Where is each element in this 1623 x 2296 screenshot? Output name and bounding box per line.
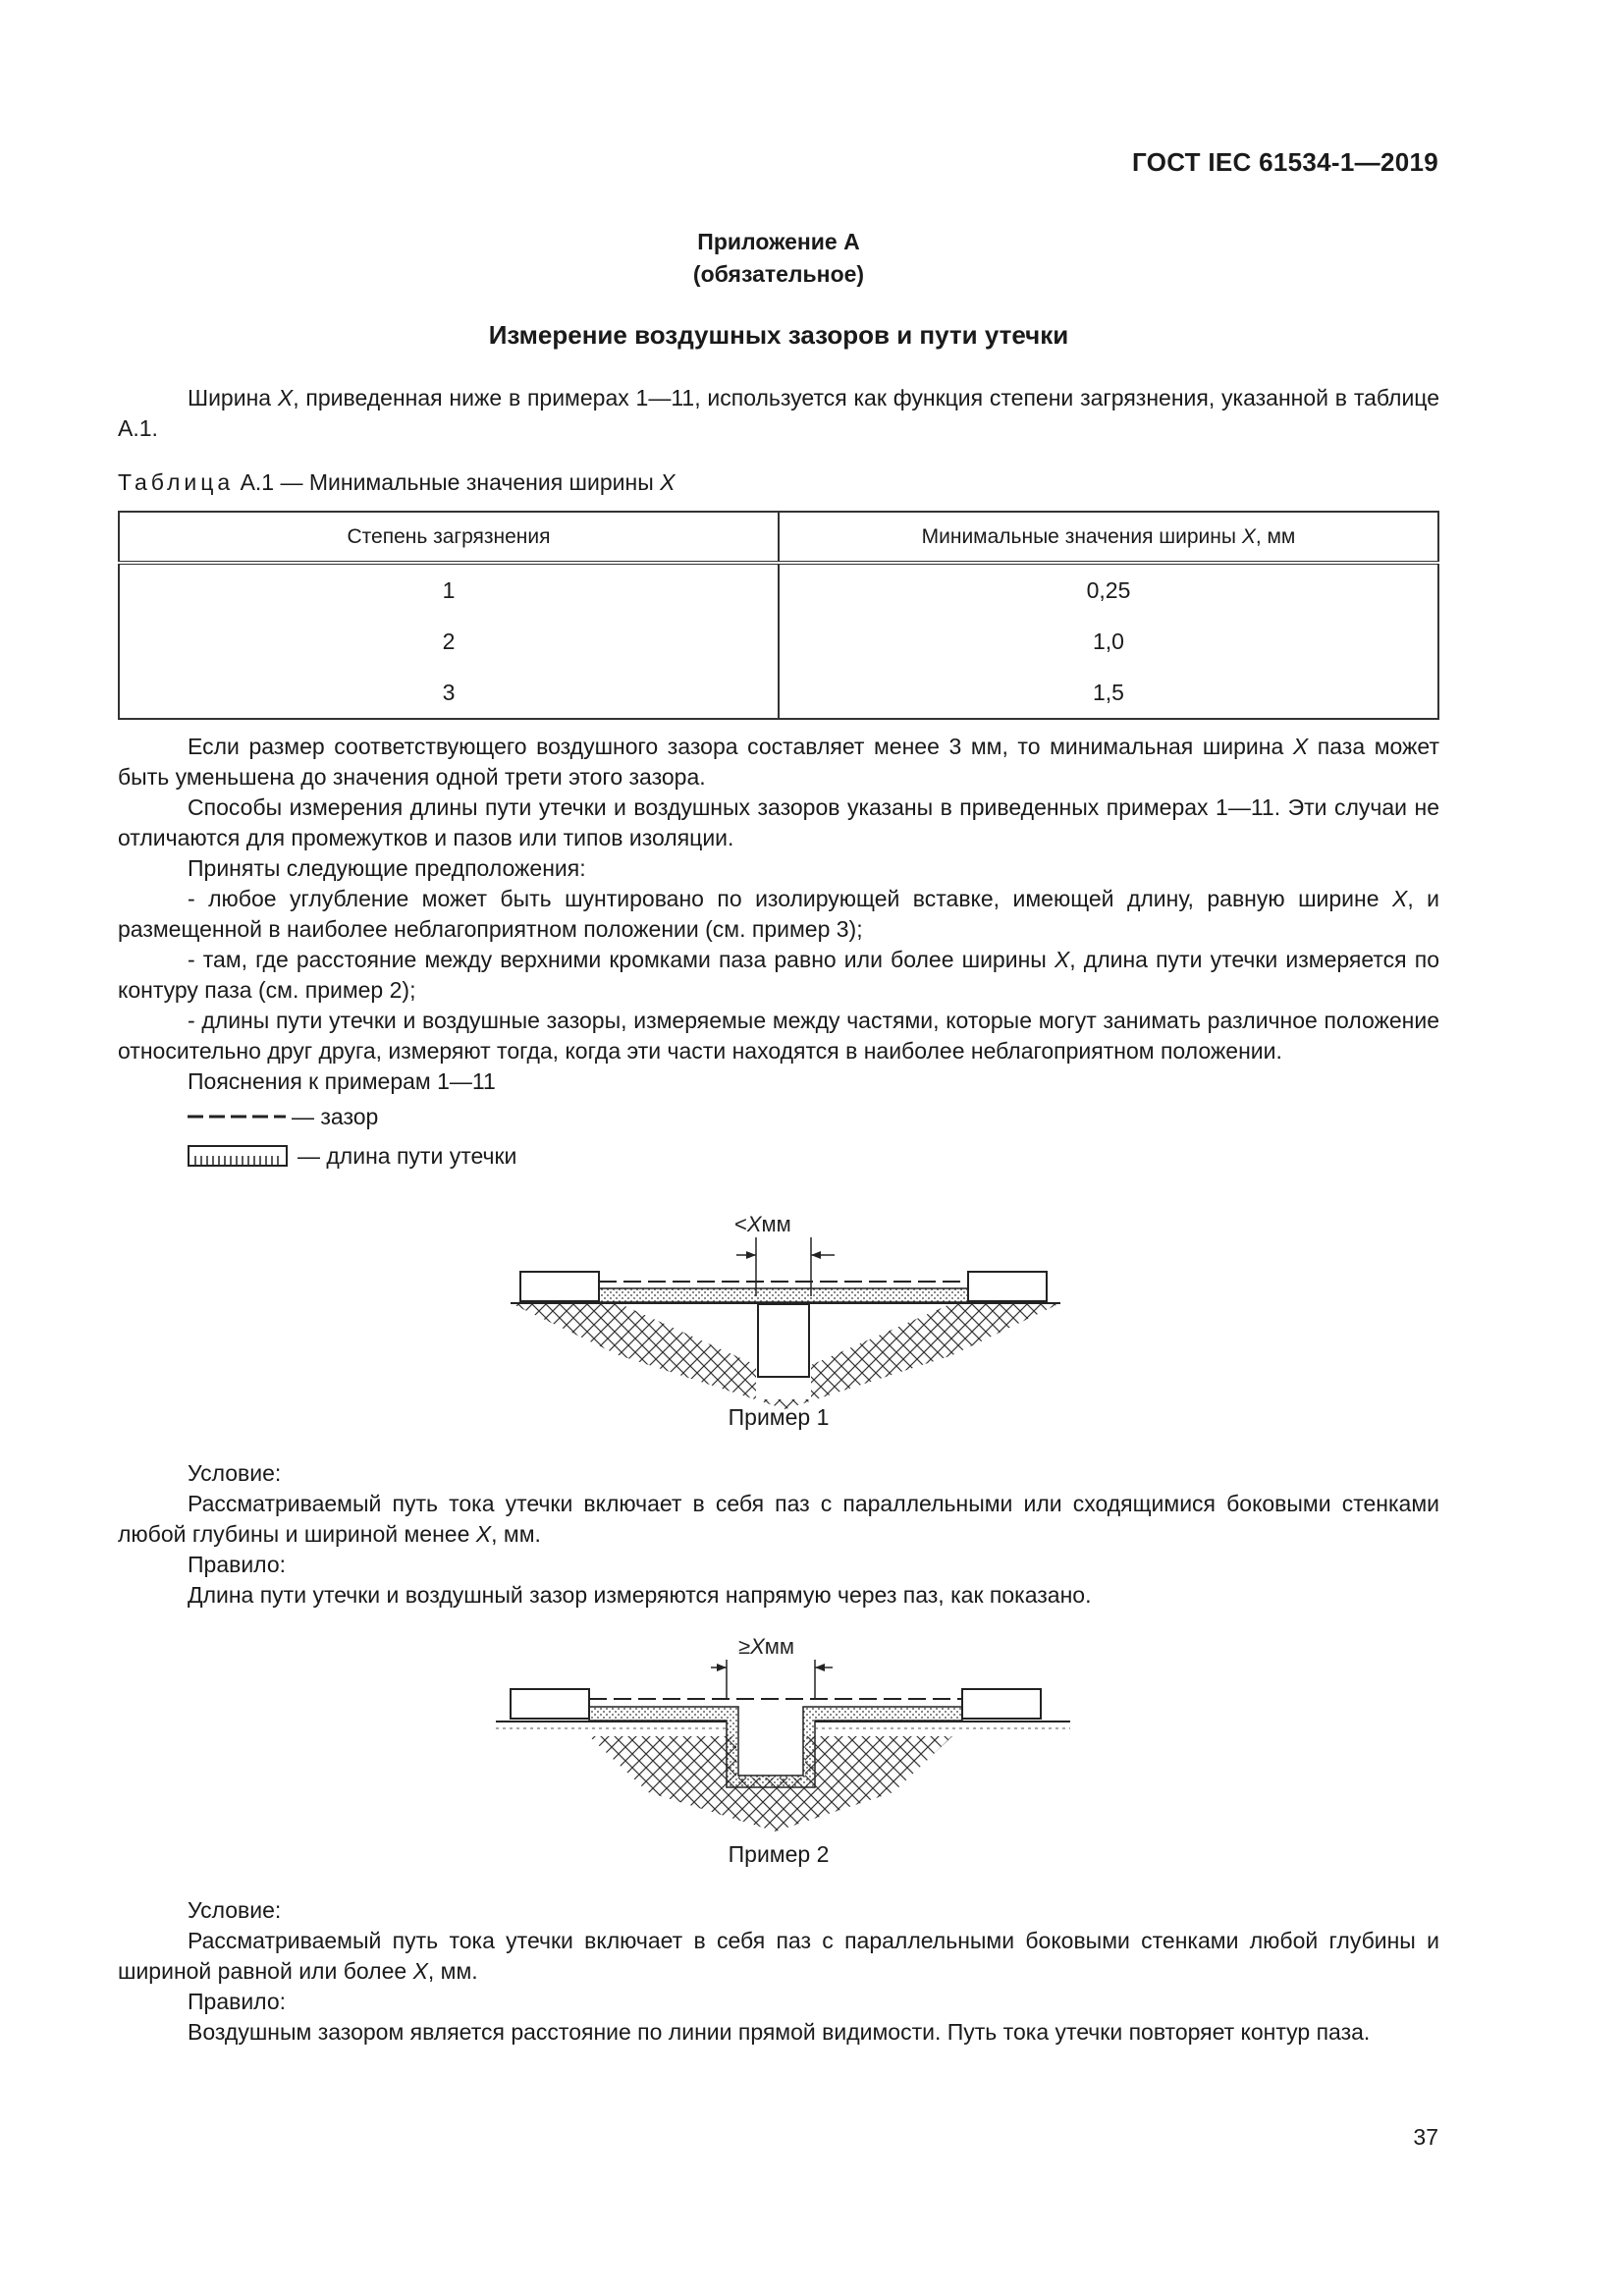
example1-caption: Пример 1 bbox=[728, 1404, 830, 1430]
document-code: ГОСТ IEC 61534-1—2019 bbox=[1132, 147, 1438, 177]
svg-text:<Xмм: <Xмм bbox=[734, 1212, 791, 1236]
page-number: 37 bbox=[1413, 2124, 1438, 2150]
intro-paragraph: Ширина X, приведенная ниже в примерах 1—11, используется как функция степени загрязнения, указанной в таблице А.1. bbox=[118, 385, 1440, 441]
example2-diagram bbox=[481, 1630, 1090, 1836]
annex-heading bbox=[118, 226, 1439, 291]
example2-text: Условие: Рассматриваемый путь тока утечки включает в себя паз с параллельными боковыми стенками любой глубины и шириной равной или более X, мм. Правило: Воздушным зазором является расстояние по линии прямой видимости. Путь тока утечки повторяет контур паза. bbox=[118, 1897, 1439, 2045]
legend-creepage: — длина пути утечки bbox=[118, 1136, 1439, 1175]
example2-caption: Пример 2 bbox=[728, 1841, 830, 1867]
legend-title: Пояснения к примерам 1—11 bbox=[188, 1068, 496, 1094]
body-text: Если размер соответствующего воздушного зазора составляет менее 3 мм, то минимальная ширина X паза может быть уменьшена до значения одной трети этого зазора. Способы измерения длины пути утечки и воздушных зазоров указаны в приведенных примерах 1—11. Эти случаи не отличаются для промежутков и пазов или типов изоляции. Приняты следующие предположения: - любое углубление может быть шунтировано по изолирующей вставке, имеющей длину, равную ширине X, и размещенной в наиболее неблагоприятном положении (см. пример 3); - там, где расстояние между верхними кромками паза равно или более ширины X, длина пути утечки измеряется по контуру паза (см. пример 2); - длины пути утечки и воздушные зазоры, измеряемые между частями, которые могут занимать различное положение относительно друг друга, измеряют тогда, когда эти части находятся в наиболее неблагоприятном положении. Пояснения к примерам 1—11 — зазор — длина пути утечки bbox=[118, 732, 1439, 1175]
table-row: 3 1,5 bbox=[119, 667, 1438, 719]
example1-diagram bbox=[491, 1208, 1080, 1414]
col-header-width: Минимальные значения ширины X, мм bbox=[779, 512, 1438, 563]
col-header-degree: Степень загрязнения bbox=[119, 512, 779, 563]
section-title: Измерение воздушных зазоров и пути утечки bbox=[488, 320, 1069, 350]
hatched-bar-icon bbox=[188, 1142, 290, 1170]
svg-text:≥Xмм: ≥Xмм bbox=[738, 1634, 795, 1659]
dashed-line-icon bbox=[188, 1111, 286, 1122]
table-caption: Таблица А.1 — Минимальные значения ширины X bbox=[118, 469, 676, 495]
table-row: 2 1,0 bbox=[119, 616, 1438, 667]
example1-text: Условие: Рассматриваемый путь тока утечки включает в себя паз с параллельными или сходящимися боковыми стенками любой глубины и шириной менее X, мм. Правило: Длина пути утечки и воздушный зазор измеряются напрямую через паз, как показано. bbox=[118, 1460, 1439, 1608]
legend-gap: — зазор bbox=[118, 1097, 1439, 1136]
annex-status: (обязательное) bbox=[692, 261, 865, 287]
annex-title: Приложение А bbox=[697, 229, 860, 254]
pollution-table bbox=[118, 511, 1439, 720]
table-row: 1 0,25 bbox=[119, 563, 1438, 616]
